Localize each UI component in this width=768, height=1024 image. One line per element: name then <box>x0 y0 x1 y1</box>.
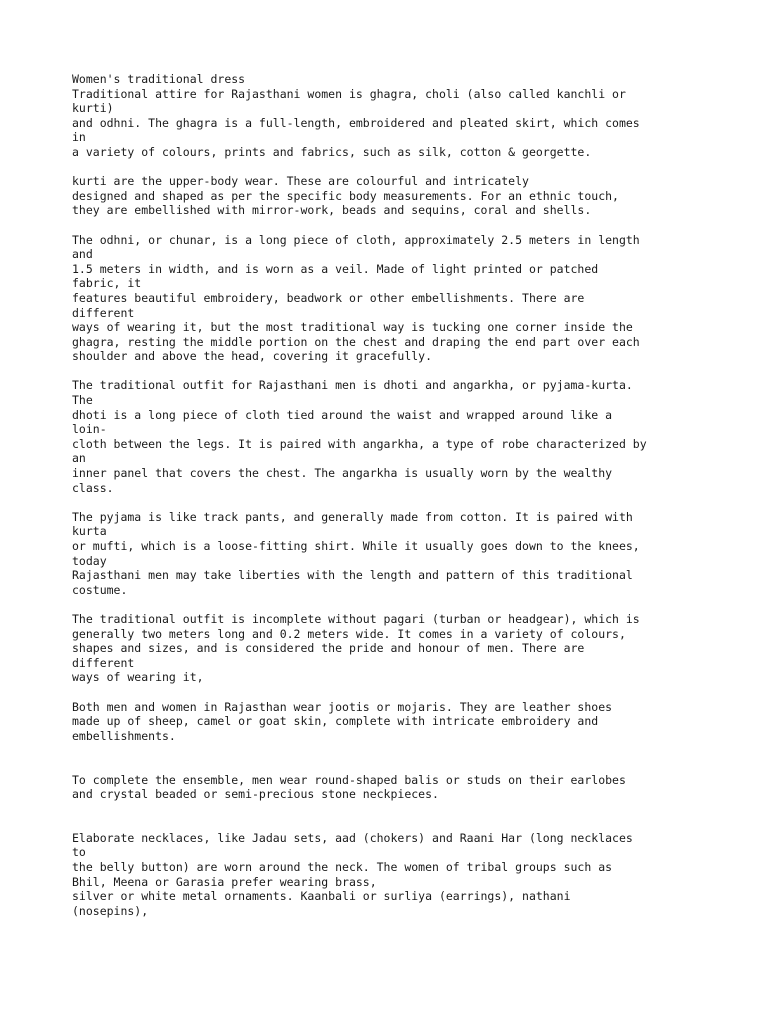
blank-line <box>72 597 712 612</box>
text-line: generally two meters long and 0.2 meters wide. It comes in a variety of colours, <box>72 626 626 641</box>
text-line: The pyjama is like track pants, and generally made from cotton. It is paired with <box>72 509 633 524</box>
text-line: kurti) <box>72 101 114 116</box>
text-line: Both men and women in Rajasthan wear jootis or mojaris. They are leather shoes <box>72 699 613 714</box>
blank-line <box>72 802 712 817</box>
blank-line <box>72 218 712 233</box>
text-line: an <box>72 451 86 466</box>
text-line: The traditional outfit is incomplete without pagari (turban or headgear), which is <box>72 611 640 626</box>
text-line: features beautiful embroidery, beadwork or other embellishments. There are <box>72 290 585 305</box>
text-line: (nosepins), <box>72 903 149 918</box>
text-line: inner panel that covers the chest. The angarkha is usually worn by the wealthy <box>72 466 613 481</box>
text-line: fabric, it <box>72 276 142 291</box>
text-line: different <box>72 305 135 320</box>
blank-line <box>72 816 712 831</box>
document-page <box>72 72 712 918</box>
text-line: kurti are the upper-body wear. These are colourful and intricately <box>72 174 529 189</box>
text-line: the belly button) are worn around the neck. The women of tribal groups such as <box>72 860 613 875</box>
text-line: and crystal beaded or semi-precious stone neckpieces. <box>72 787 439 802</box>
text-line: in <box>72 130 86 145</box>
text-line: shapes and sizes, and is considered the pride and honour of men. There are <box>72 641 585 656</box>
text-line: ghagra, resting the middle portion on the chest and draping the end part over each <box>72 334 640 349</box>
text-line: To complete the ensemble, men wear round-shaped balis or studs on their earlobes <box>72 772 626 787</box>
text-line: or mufti, which is a loose-fitting shirt. While it usually goes down to the knees, <box>72 539 640 553</box>
text-line: embellishments. <box>72 728 176 743</box>
text-line: 1.5 meters in width, and is worn as a veil. Made of light printed or patched <box>72 261 599 276</box>
text-line: Rajasthani men may take liberties with the length and pattern of this traditional <box>72 568 633 583</box>
blank-line <box>72 364 712 379</box>
text-line: they are embellished with mirror-work, beads and sequins, coral and shells. <box>72 203 592 218</box>
text-line: kurta <box>72 524 107 539</box>
text-line: designed and shaped as per the specific body measurements. For an ethnic touch, <box>72 188 619 203</box>
text-line: costume. <box>72 582 128 597</box>
text-line: class. <box>72 480 114 495</box>
text-line: Elaborate necklaces, like Jadau sets, aad (chokers) and Raani Har (long necklaces <box>72 830 633 845</box>
blank-line <box>72 685 712 700</box>
text-line: shoulder and above the head, covering it gracefully. <box>72 349 433 364</box>
text-line: a variety of colours, prints and fabrics, such as silk, cotton & georgette. <box>72 144 592 159</box>
text-line: ways of wearing it, but the most traditional way is tucking one corner inside the <box>72 320 633 335</box>
text-line: different <box>72 655 135 670</box>
blank-line <box>72 758 712 773</box>
blank-line <box>72 160 712 175</box>
text-line: The <box>72 393 93 408</box>
text-line: Women's traditional dress <box>72 72 246 86</box>
text-line: silver or white metal ornaments. Kaanbali or surliya (earrings), nathani <box>72 889 571 904</box>
text-line: and odhni. The ghagra is a full-length, embroidered and pleated skirt, which comes <box>72 115 640 130</box>
text-line: The traditional outfit for Rajasthani men is dhoti and angarkha, or pyjama-kurta. <box>72 378 633 393</box>
text-line: Bhil, Meena or Garasia prefer wearing brass, <box>72 874 377 889</box>
text-line: cloth between the legs. It is paired with angarkha, a type of robe characterized by <box>72 436 647 451</box>
blank-line <box>72 495 712 510</box>
text-line: The odhni, or chunar, is a long piece of cloth, approximately 2.5 meters in length <box>72 232 640 247</box>
text-line: loin- <box>72 422 107 437</box>
text-line: Traditional attire for Rajasthani women is ghagra, choli (also called kanchli or <box>72 86 626 101</box>
text-line: dhoti is a long piece of cloth tied around the waist and wrapped around like a <box>72 407 613 422</box>
text-line: ways of wearing it, <box>72 670 204 685</box>
text-line: made up of sheep, camel or goat skin, complete with intricate embroidery and <box>72 714 599 729</box>
text-line: today <box>72 553 107 568</box>
text-line: to <box>72 845 86 860</box>
blank-line <box>72 743 712 758</box>
text-line: and <box>72 247 93 262</box>
